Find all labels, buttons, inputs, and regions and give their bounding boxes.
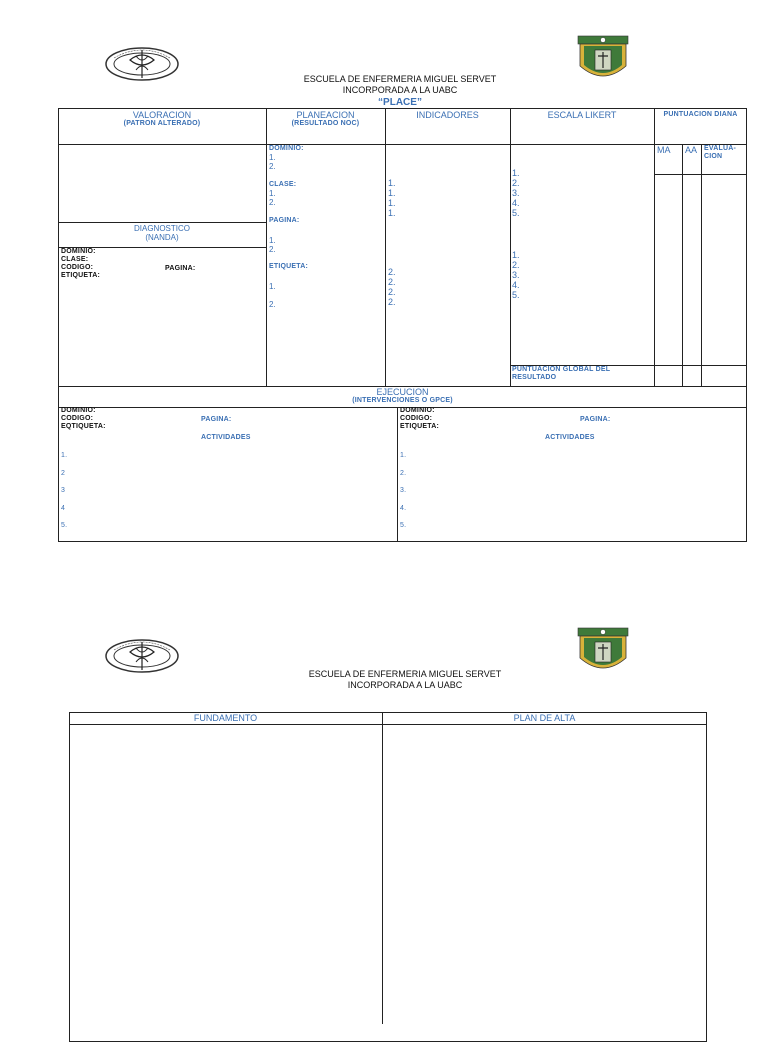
puntuacion-global-label: PUNTUACION GLOBAL DEL RESULTADO <box>512 366 611 381</box>
plan-etiqueta-label: ETIQUETA: <box>269 263 309 270</box>
fundamento-table <box>69 712 707 1042</box>
school-incorporation-page2: INCORPORADA A LA UABC <box>347 680 463 690</box>
ejec-left-item-4: 4 <box>61 505 66 512</box>
indicador-1d: 1. <box>388 208 396 218</box>
ejec-left-item-1: 1. <box>61 452 68 459</box>
likert-2-2: 2. <box>512 260 520 270</box>
planeacion-subheader: (RESULTADO NOC) <box>291 120 360 127</box>
indicador-2c: 2. <box>388 287 396 297</box>
likert-1-4: 4. <box>512 198 520 208</box>
university-shield-logo <box>576 626 630 676</box>
likert-2-1: 1. <box>512 250 520 260</box>
school-name: ESCUELA DE ENFERMERIA MIGUEL SERVET <box>303 74 497 84</box>
ejec-left-item-3: 3 <box>61 487 66 494</box>
planeacion-header: PLANEACION <box>296 110 355 120</box>
fundamento-header: FUNDAMENTO <box>193 713 258 723</box>
likert-2-3: 3. <box>512 270 520 280</box>
ejec-right-dominio: DOMINIO: <box>400 407 435 414</box>
likert-1-1: 1. <box>512 168 520 178</box>
indicador-2d: 2. <box>388 297 396 307</box>
ejec-left-item-5: 5. <box>61 522 68 529</box>
plan-alta-header: PLAN DE ALTA <box>513 713 576 723</box>
ejec-right-item-2: 2. <box>400 470 407 477</box>
indicador-2b: 2. <box>388 277 396 287</box>
likert-2-4: 4. <box>512 280 520 290</box>
ejec-right-item-4: 4. <box>400 505 407 512</box>
puntuacion-diana-header: PUNTUACION DIANA <box>663 111 738 118</box>
ejec-right-pagina: PAGINA: <box>580 416 611 423</box>
indicador-1c: 1. <box>388 198 396 208</box>
likert-header: ESCALA LIKERT <box>547 110 617 120</box>
diag-dominio-label: DOMINIO: <box>61 248 96 255</box>
ejec-left-actividades: ACTIVIDADES <box>201 434 251 441</box>
ejec-left-pagina: PAGINA: <box>201 416 232 423</box>
ma-header: MA <box>657 145 671 155</box>
ejec-right-item-5: 5. <box>400 522 407 529</box>
plan-etiqueta-2: 2. <box>269 300 276 309</box>
plan-clase-1: 1. <box>269 189 276 198</box>
nanda-subheader: (NANDA) <box>145 233 179 242</box>
valoracion-header: VALORACION <box>132 110 192 120</box>
nursing-school-seal-logo <box>100 632 184 680</box>
plan-dominio-2: 2. <box>269 162 276 171</box>
school-name-page2: ESCUELA DE ENFERMERIA MIGUEL SERVET <box>308 669 502 679</box>
plan-pagina-2: 2. <box>269 245 276 254</box>
form-title: “PLACE” <box>378 97 422 108</box>
plan-clase-label: CLASE: <box>269 181 297 188</box>
likert-2-5: 5. <box>512 290 520 300</box>
indicador-1a: 1. <box>388 178 396 188</box>
plan-clase-2: 2. <box>269 198 276 207</box>
ejec-right-item-1: 1. <box>400 452 407 459</box>
ejec-left-etiqueta: EQTIQUETA: <box>61 423 106 430</box>
nursing-school-seal-logo <box>100 40 184 88</box>
aa-header: AA <box>685 145 698 155</box>
ejec-right-codigo: CODIGO: <box>400 415 433 422</box>
plan-dominio-1: 1. <box>269 153 276 162</box>
ejec-left-dominio: DOMINIO: <box>61 407 96 414</box>
plan-dominio-label: DOMINIO: <box>269 145 304 152</box>
ejec-right-etiqueta: ETIQUETA: <box>400 423 440 430</box>
indicador-1b: 1. <box>388 188 396 198</box>
likert-1-2: 2. <box>512 178 520 188</box>
ejec-right-item-3: 3. <box>400 487 407 494</box>
valoracion-subheader: (PATRON ALTERADO) <box>123 120 201 127</box>
diagnostico-header: DIAGNOSTICO <box>133 224 190 233</box>
school-incorporation: INCORPORADA A LA UABC <box>342 85 458 95</box>
likert-1-3: 3. <box>512 188 520 198</box>
plan-etiqueta-1: 1. <box>269 282 276 291</box>
ejec-right-actividades: ACTIVIDADES <box>545 434 595 441</box>
university-shield-logo <box>576 34 630 84</box>
ejecucion-subheader: (INTERVENCIONES O GPCE) <box>352 397 453 404</box>
likert-1-5: 5. <box>512 208 520 218</box>
diag-clase-label: CLASE: <box>61 256 89 263</box>
ejec-left-codigo: CODIGO: <box>61 415 94 422</box>
indicadores-header: INDICADORES <box>416 110 479 120</box>
ejec-left-item-2: 2 <box>61 470 66 477</box>
evaluacion-header: EVALUA- CION <box>704 145 736 160</box>
plan-pagina-1: 1. <box>269 236 276 245</box>
plan-pagina-label: PAGINA: <box>269 217 300 224</box>
diag-pagina-label: PAGINA: <box>165 265 196 272</box>
diag-etiqueta-label: ETIQUETA: <box>61 272 101 279</box>
diag-codigo-label: CODIGO: <box>61 264 94 271</box>
indicador-2a: 2. <box>388 267 396 277</box>
ejecucion-header: EJECUCION <box>376 387 429 397</box>
